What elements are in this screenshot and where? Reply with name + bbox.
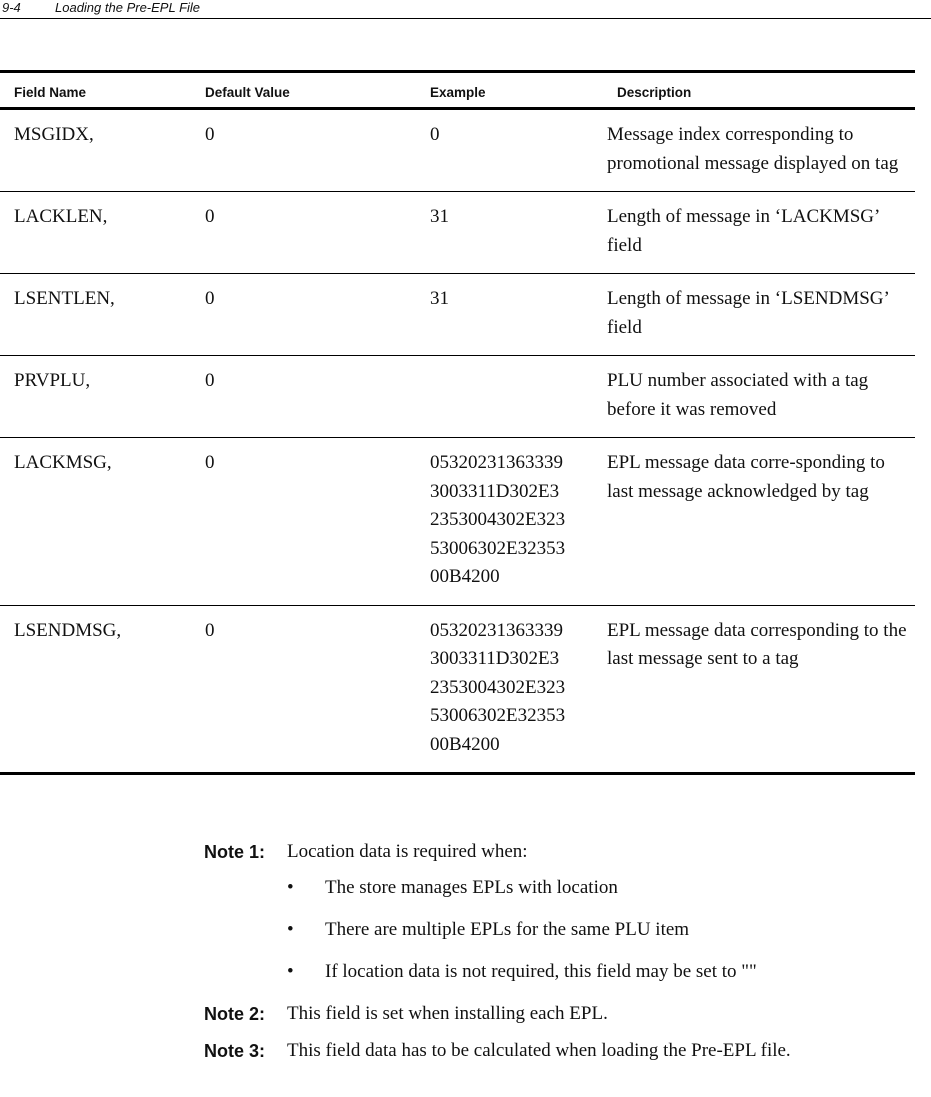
table-row xyxy=(0,605,915,774)
note-3 xyxy=(204,1037,924,1065)
description-cell: Message index corresponding to promotional message displayed on tag xyxy=(607,124,899,174)
example-line: 00B4200 xyxy=(430,566,500,587)
table-row xyxy=(0,274,915,356)
page-number: 9-4 xyxy=(2,0,21,15)
note-1 xyxy=(204,838,924,986)
example-line: 05320231363339 xyxy=(430,619,563,641)
note-text: This field data has to be calculated when loading the Pre-EPL file. xyxy=(287,1040,791,1061)
column-header-default-value: Default Value xyxy=(205,85,290,100)
field-table xyxy=(0,70,915,775)
example-line: 2353004302E323 xyxy=(430,509,566,530)
example-line: 53006302E32353 xyxy=(430,705,566,726)
example-line: 00B4200 xyxy=(430,733,500,755)
bullet-icon: • xyxy=(287,919,294,940)
column-header-field-name: Field Name xyxy=(14,85,87,100)
default-value-cell: 0 xyxy=(205,370,215,391)
list-item xyxy=(287,958,924,986)
bullet-icon: • xyxy=(287,877,294,898)
column-header-example: Example xyxy=(430,85,486,100)
example-line: 0 xyxy=(430,124,440,145)
example-cell xyxy=(416,605,603,774)
bullet-text: There are multiple EPLs for the same PLU item xyxy=(325,919,690,940)
example-line: 3003311D302E3 xyxy=(430,480,560,502)
default-value-cell: 0 xyxy=(205,288,215,309)
page-header xyxy=(0,0,931,19)
bullet-icon: • xyxy=(287,961,294,982)
description-cell: Length of message in ‘LSENDMSG’ field xyxy=(607,288,889,338)
table-header-row xyxy=(0,72,915,109)
default-value-cell: 0 xyxy=(205,619,215,641)
column-header-description: Description xyxy=(617,85,692,100)
note-text: Location data is required when: xyxy=(287,841,528,862)
field-name-cell: LACKLEN, xyxy=(14,206,108,227)
table-row xyxy=(0,109,915,192)
example-line: 31 xyxy=(430,288,449,309)
example-cell xyxy=(416,274,603,356)
example-line: 05320231363339 xyxy=(430,452,563,473)
bullet-list xyxy=(287,874,924,986)
description-cell: EPL message data corre-sponding to last message acknowledged by tag xyxy=(607,452,885,502)
field-name-cell: PRVPLU, xyxy=(14,370,91,391)
field-name-cell: LSENTLEN, xyxy=(14,288,115,309)
description-cell: Length of message in ‘LACKMSG’ field xyxy=(607,206,879,256)
note-label: Note 3: xyxy=(204,1041,266,1061)
field-name-cell: MSGIDX, xyxy=(14,124,94,145)
example-line: 2353004302E323 xyxy=(430,676,566,698)
table-row xyxy=(0,356,915,438)
example-line: 31 xyxy=(430,206,449,227)
note-label: Note 2: xyxy=(204,1004,266,1024)
example-line: 53006302E32353 xyxy=(430,537,566,559)
field-name-cell: LACKMSG, xyxy=(14,452,112,473)
description-cell: EPL message data corresponding to the last message sent to a tag xyxy=(607,619,907,669)
note-text: This field is set when installing each EPL. xyxy=(287,1003,608,1024)
example-cell xyxy=(416,109,603,192)
default-value-cell: 0 xyxy=(205,452,215,473)
default-value-cell: 0 xyxy=(205,206,215,227)
note-2 xyxy=(204,1000,924,1028)
list-item xyxy=(287,874,924,902)
list-item xyxy=(287,916,924,944)
note-label: Note 1: xyxy=(204,842,266,862)
example-cell xyxy=(416,192,603,274)
default-value-cell: 0 xyxy=(205,124,215,145)
example-line: 3003311D302E3 xyxy=(430,648,560,669)
example-cell xyxy=(416,356,603,438)
section-title: Loading the Pre-EPL File xyxy=(55,0,201,15)
example-cell xyxy=(416,438,603,606)
description-cell: PLU number associated with a tag before it was removed xyxy=(607,370,869,420)
notes-section xyxy=(204,838,924,1074)
bullet-text: If location data is not required, this field may be set to "" xyxy=(325,961,757,982)
table-row xyxy=(0,438,915,606)
bullet-text: The store manages EPLs with location xyxy=(325,877,618,898)
field-name-cell: LSENDMSG, xyxy=(14,619,122,641)
table-row xyxy=(0,192,915,274)
